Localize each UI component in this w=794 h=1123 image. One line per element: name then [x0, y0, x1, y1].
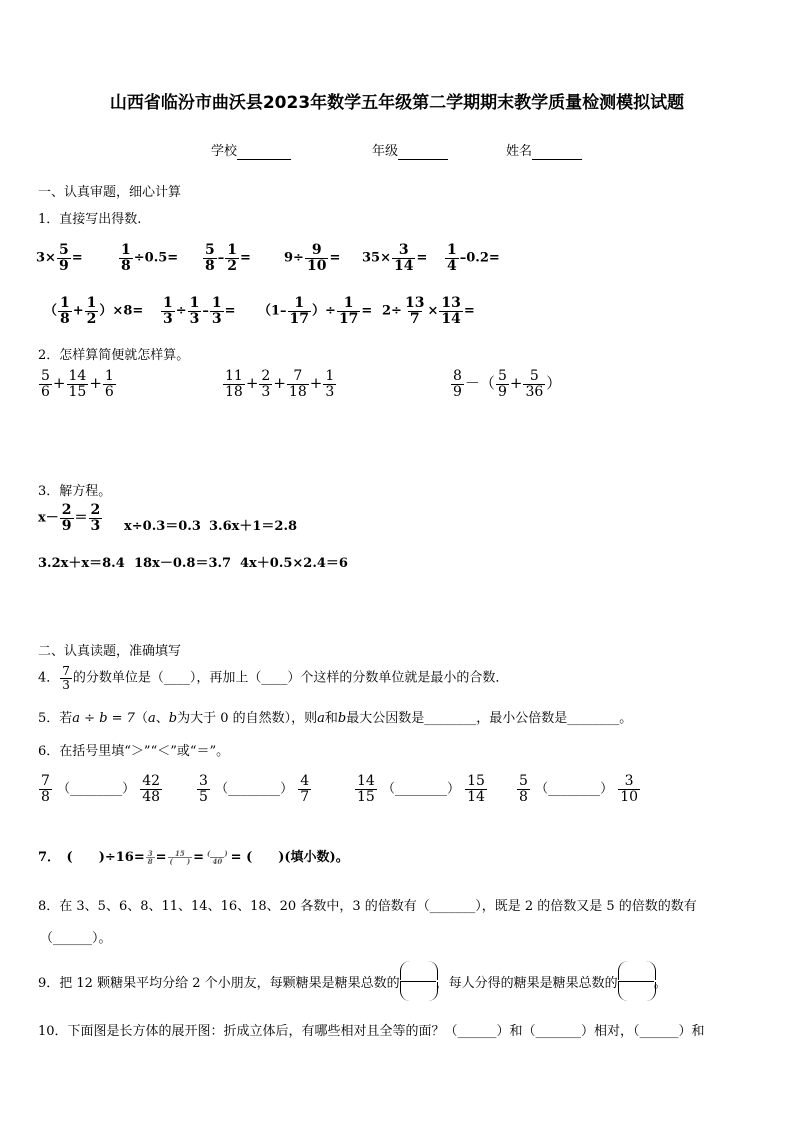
simplify-item: $\frac{11}{18}$ + $\frac{2}{3}$ + $\frac{7}{18}$ + $\frac{1}{3}$	[225, 368, 335, 400]
calc-item: $\frac{1}{4}$ –0.2=	[447, 242, 500, 274]
question-8: 8．在 3、5、6、8、11、14、16、18、20 各数中，3 的倍数有（_______），既是 2 的倍数又是 5 的倍数的数有	[38, 899, 697, 914]
simplify-item: $\frac{8}{9}$ －（ $\frac{5}{9}$ + $\frac{5}{36}$ ）	[453, 368, 562, 400]
section-2-heading: 二、认真读题，准确填写	[38, 644, 182, 659]
calc-item: $\frac{5}{8}$ – $\frac{1}{2}$ =	[205, 242, 251, 274]
equation-item: 3.2x＋x＝8.4	[38, 556, 125, 571]
calc-item: （ $\frac{1}{8}$ + $\frac{1}{2}$ ）×8=	[44, 295, 144, 327]
question-1: 1．直接写出得数.	[38, 212, 142, 227]
compare-item: $\frac{7}{8}$ （________） $\frac{42}{48}$	[41, 773, 161, 805]
calc-item: 3× $\frac{5}{9}$ =	[36, 242, 83, 274]
question-5: 5．若a ÷ b = 7（a、b为大于 0 的自然数），则a和b最大公因数是________，最小公倍数是________。	[38, 711, 633, 726]
compare-item: $\frac{3}{5}$ （________） $\frac{4}{7}$	[199, 773, 310, 805]
question-6: 6．在括号里填“＞”“＜”或“＝”。	[38, 744, 230, 759]
simplify-item: $\frac{5}{6}$ + $\frac{14}{15}$ + $\frac{1}{6}$	[41, 368, 114, 400]
calc-item: $\frac{1}{3}$ ÷ $\frac{1}{3}$ – $\frac{1}{3}$ =	[163, 295, 236, 327]
name-field: 姓名	[506, 140, 582, 160]
equation-item: 4x＋0.5×2.4＝6	[240, 556, 348, 571]
compare-item: $\frac{14}{15}$ （________） $\frac{15}{14}$	[357, 773, 485, 805]
grade-field: 年级	[372, 140, 448, 160]
page-title: 山西省临汾市曲沃县2023年数学五年级第二学期期末教学质量检测模拟试题	[109, 93, 685, 113]
question-3: 3．解方程。	[38, 484, 112, 499]
calc-item: $\frac{1}{8}$ ÷0.5=	[121, 242, 179, 274]
question-9: 9．把 12 颗糖果平均分给 2 个小朋友，每颗糖果是糖果总数的 ，每人分得的糖果是糖果总数的 。	[38, 960, 667, 1002]
calc-item: 9÷ $\frac{9}{10}$ =	[284, 242, 341, 274]
question-4: 4． $\frac{7}{3}$ 的分数单位是（____），再加上（____）个这样的分数单位就是最小的合数．	[38, 664, 509, 692]
calc-item: 35× $\frac{3}{14}$ =	[362, 242, 428, 274]
equation-item: 18x－0.8＝3.7	[134, 556, 232, 571]
school-field: 学校	[211, 140, 291, 160]
question-7: 7． ( )÷16= $\frac{3}{8}$ = 15 ( ) = ( ) 40 = ( )(填小数)。	[38, 848, 349, 866]
equation-item: x÷0.3＝0.3	[124, 519, 201, 534]
fraction-blank	[618, 961, 654, 1001]
question-2: 2．怎样算简便就怎样算。	[38, 348, 190, 363]
equation-item: 3.6x＋1＝2.8	[209, 519, 298, 534]
section-1-heading: 一、认真审题，细心计算	[38, 185, 182, 200]
question-10: 10．下面图是长方体的展开图：折成立体后，有哪些相对且全等的面？（______）和（_______）相对，（______）和	[38, 1024, 705, 1039]
equation-item: x－ $\frac{2}{9}$ ＝ $\frac{2}{3}$	[38, 502, 101, 534]
question-8-cont: （______）。	[40, 931, 112, 946]
calc-item: 2÷ $\frac{13}{7}$ × $\frac{13}{14}$ =	[382, 295, 475, 327]
compare-item: $\frac{5}{8}$ （________） $\frac{3}{10}$	[519, 773, 639, 805]
calc-item: （1– $\frac{1}{17}$ ）÷ $\frac{1}{17}$ =	[258, 295, 373, 327]
fraction-blank	[400, 961, 436, 1001]
